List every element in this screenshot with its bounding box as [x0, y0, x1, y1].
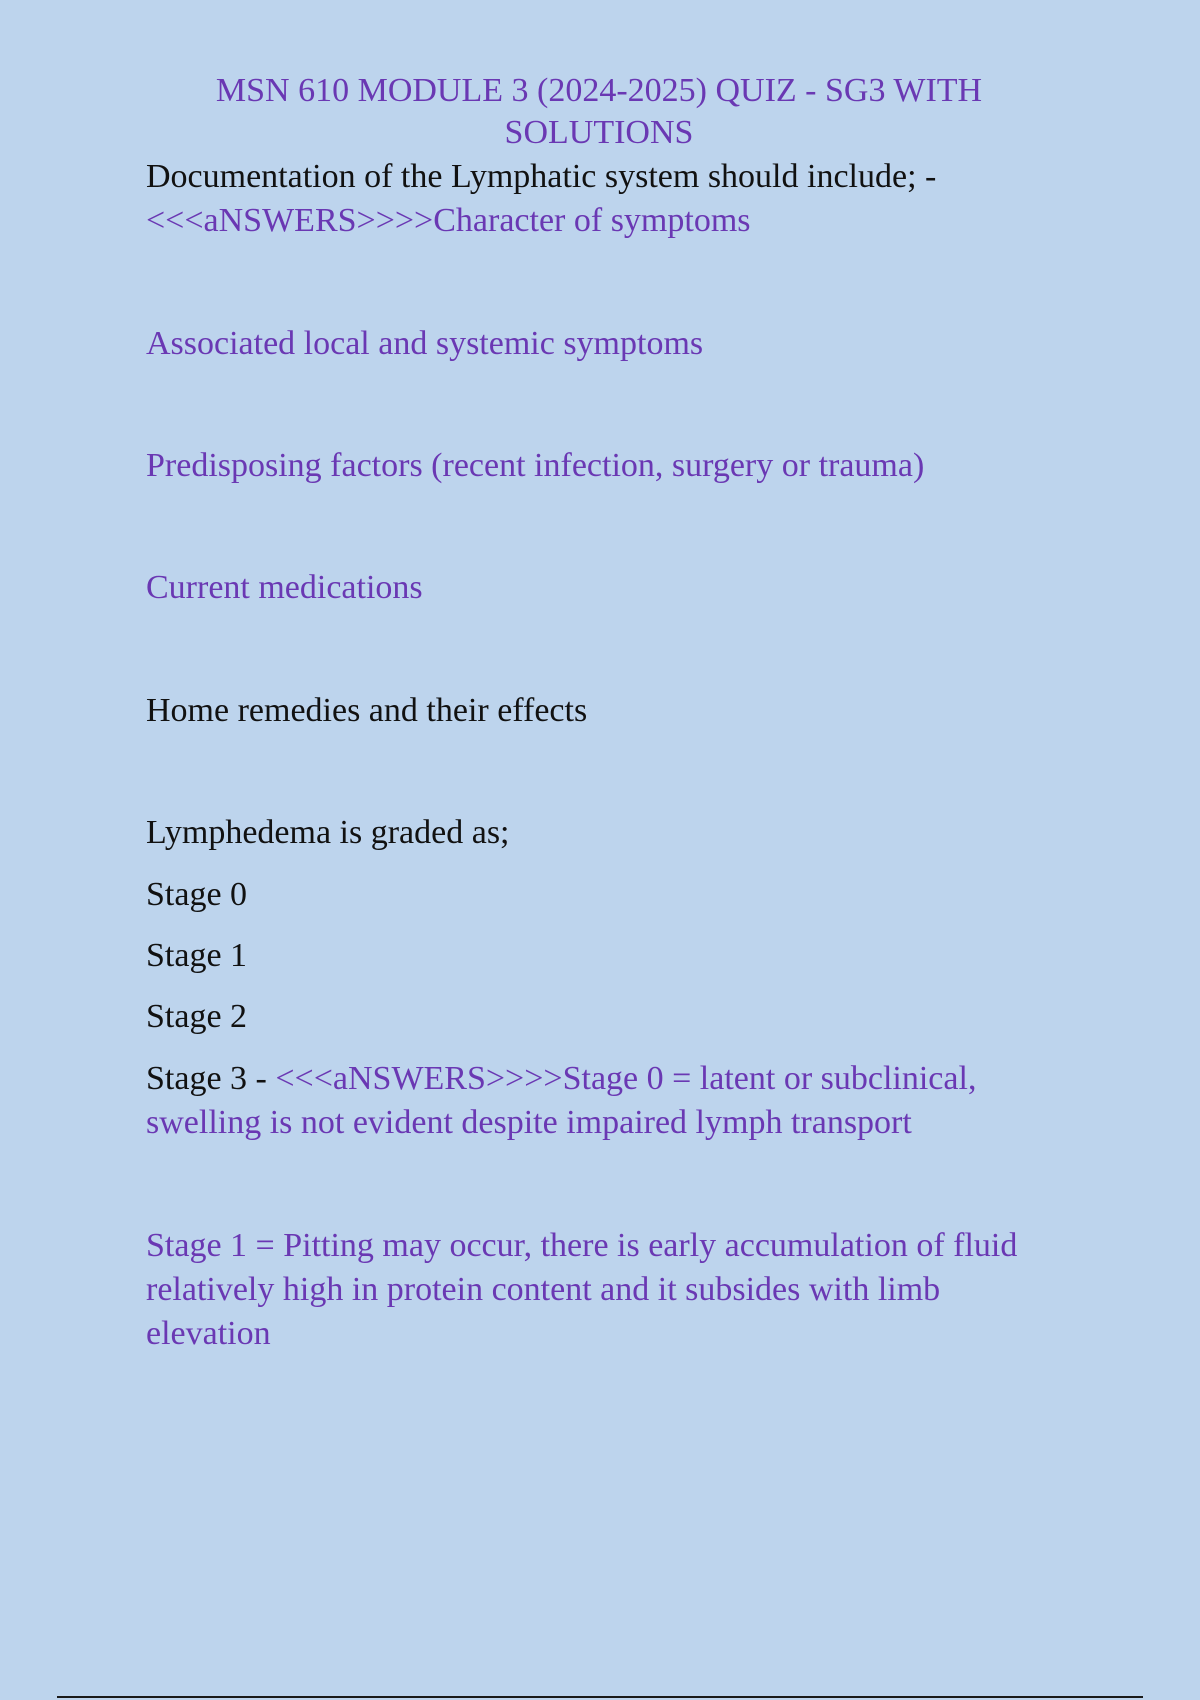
answer-1-item: Current medications	[146, 569, 423, 606]
document-title: MSN 610 MODULE 3 (2024-2025) QUIZ - SG3 WITH SOLUTIONS	[215, 72, 983, 151]
stage-item: Stage 1	[146, 937, 248, 974]
answer-stage-0: Stage 0 = latent or subclinical, swelling is not evident despite impaired lymph transport	[146, 1060, 977, 1141]
answer-1-item: Associated local and systemic symptoms	[146, 325, 704, 362]
question-1-text: Documentation of the Lymphatic system should include; -	[146, 158, 937, 195]
answer-1-item: Home remedies and their effects	[146, 692, 588, 729]
answer-marker: <<<aNSWERS>>>>	[275, 1060, 563, 1097]
question-2-text: Lymphedema is graded as;	[146, 814, 510, 851]
stage-item: Stage 3 -	[146, 1060, 276, 1097]
question-1	[146, 155, 1066, 243]
answer-1-first: Character of symptoms	[433, 202, 751, 239]
stage-item: Stage 2	[146, 998, 248, 1035]
stage-item: Stage 0	[146, 876, 248, 913]
footer-divider	[57, 1696, 1143, 1698]
question-2-answer	[146, 1057, 1066, 1145]
answer-1-item: Predisposing factors (recent infection, surgery or trauma)	[146, 447, 925, 484]
answer-marker: <<<aNSWERS>>>>	[146, 202, 434, 239]
answer-stage-1: Stage 1 = Pitting may occur, there is early accumulation of fluid relatively high in protein content and it subsides with limb elevation	[146, 1227, 1018, 1352]
